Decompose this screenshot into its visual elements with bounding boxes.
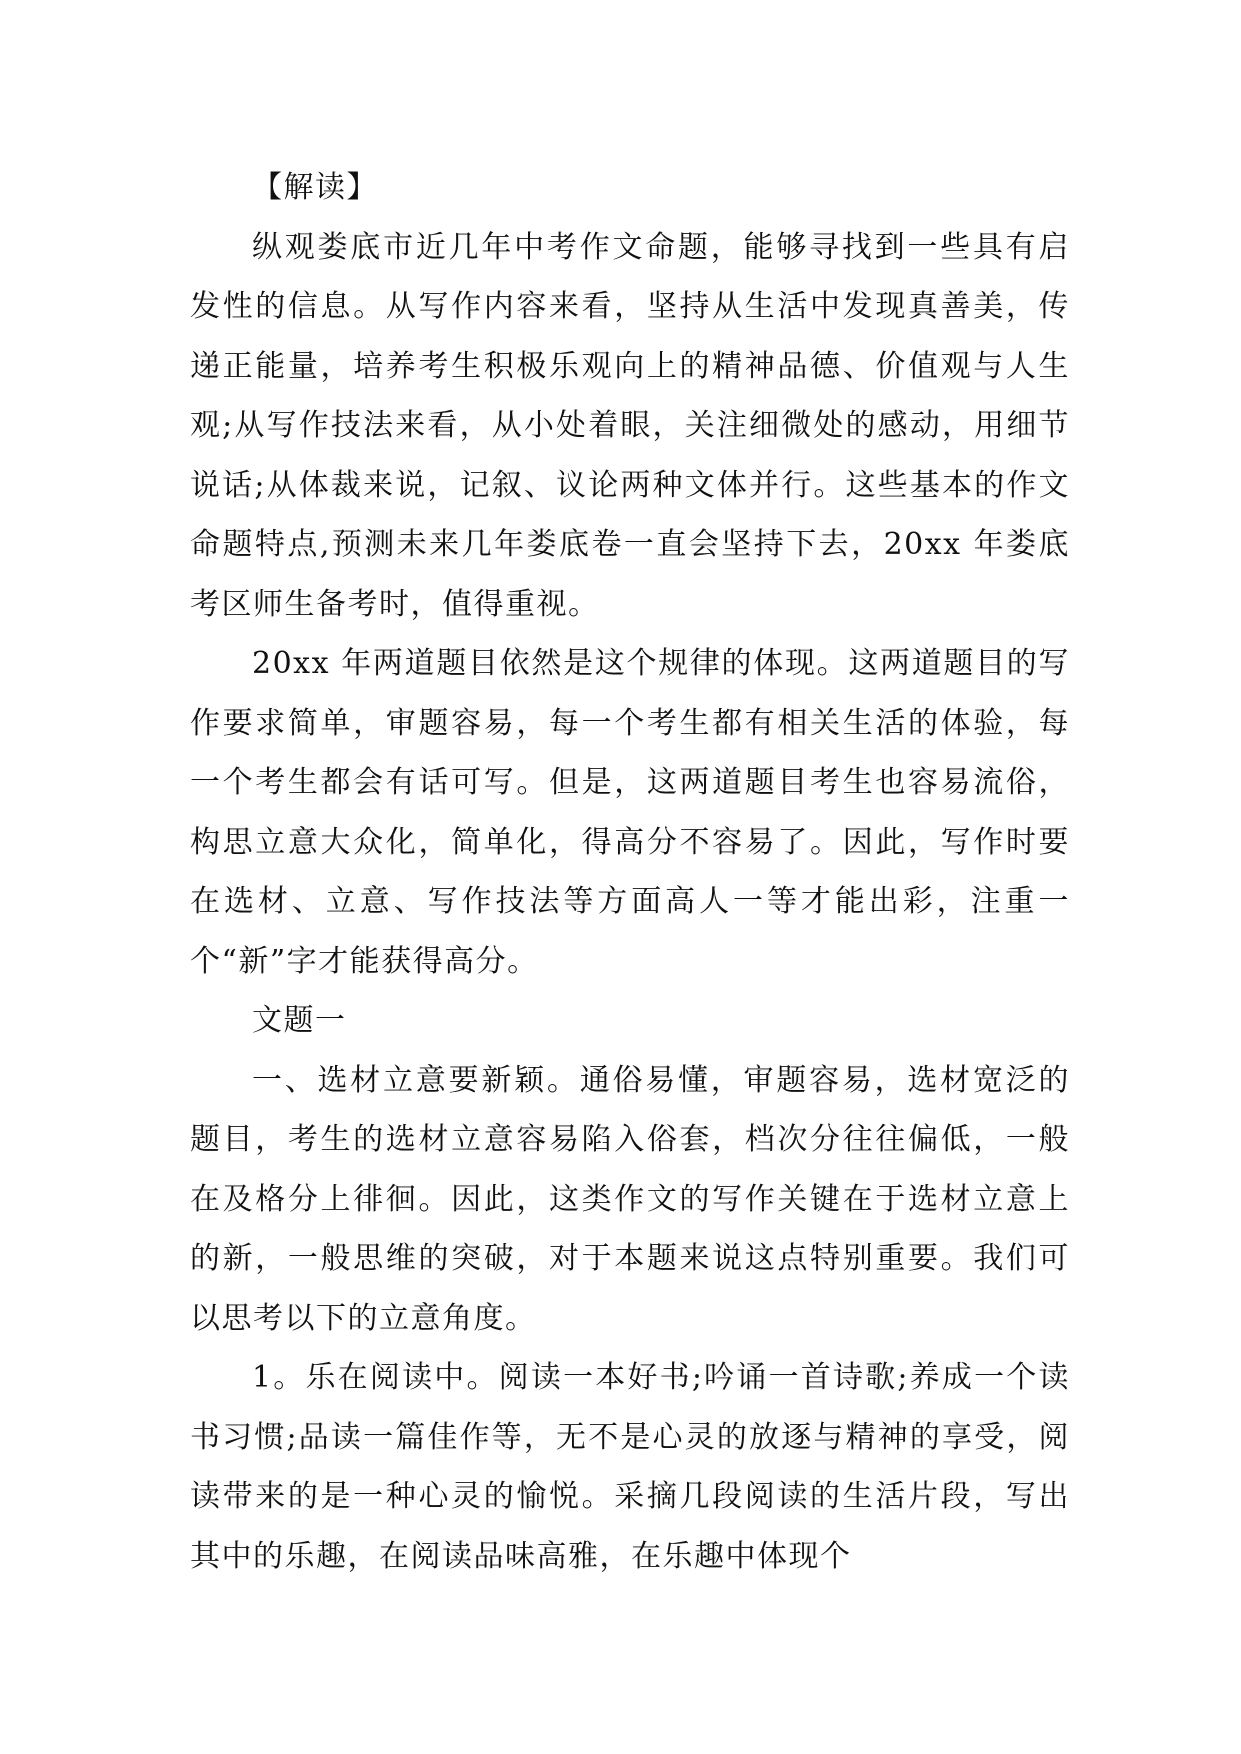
subheading-topic-one: 文题一 [252, 1003, 347, 1038]
document-body [190, 158, 1070, 1586]
paragraph-novelty: 一、选材立意要新颖。通俗易懂，审题容易，选材宽泛的题目，考生的选材立意容易陷入俗套，档次分往往偏低，一般在及格分上徘徊。因此，这类作文的写作关键在于选材立意上的新，一般思维的突破，对于本题来说这点特别重要。我们可以思考以下的立意角度。 [190, 1062, 1070, 1336]
paragraph-pattern: 20xx 年两道题目依然是这个规律的体现。这两道题目的写作要求简单，审题容易，每一个考生都有相关生活的体验，每一个考生都会有话可写。但是，这两道题目考生也容易流俗，构思立意大众化，简单化，得高分不容易了。因此，写作时要在选材、立意、写作技法等方面高人一等才能出彩，注重一个“新”字才能获得高分。 [190, 646, 1070, 979]
paragraph-analysis: 纵观娄底市近几年中考作文命题，能够寻找到一些具有启发性的信息。从写作内容来看，坚持从生活中发现真善美，传递正能量，培养考生积极乐观向上的精神品德、价值观与人生观;从写作技法来看，从小处着眼，关注细微处的感动，用细节说话;从体裁来说，记叙、议论两种文体并行。这些基本的作文命题特点,预测未来几年娄底卷一直会坚持下去，20xx 年娄底考区师生备考时，值得重视。 [190, 229, 1070, 622]
section-heading: 【解读】 [252, 170, 378, 205]
paragraph-reading-joy: 1。乐在阅读中。阅读一本好书;吟诵一首诗歌;养成一个读书习惯;品读一篇佳作等，无不是心灵的放逐与精神的享受，阅读带来的是一种心灵的愉悦。采摘几段阅读的生活片段，写出其中的乐趣，在阅读品味高雅，在乐趣中体现个 [190, 1360, 1070, 1574]
